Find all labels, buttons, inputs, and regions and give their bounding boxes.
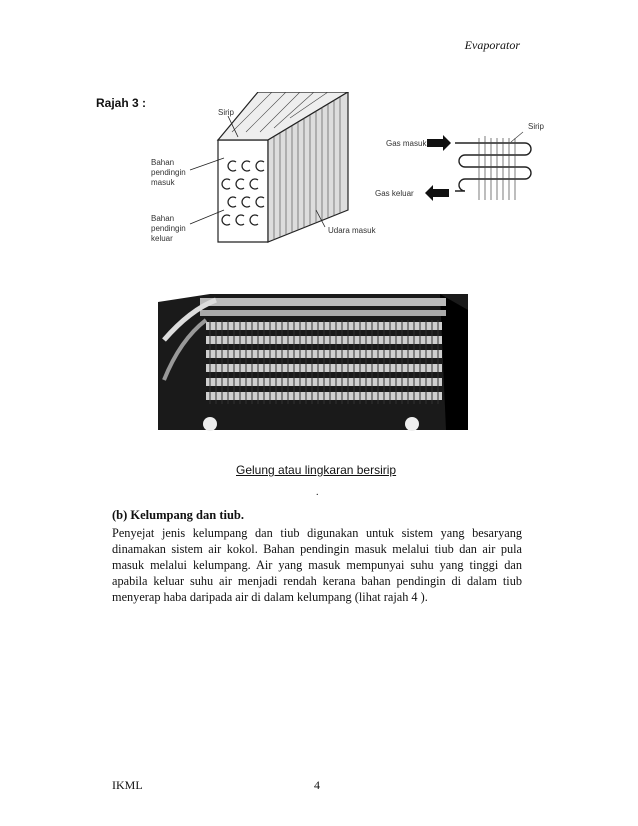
label-gas-keluar: Gas keluar	[375, 189, 414, 198]
label-sirip-left: Sirip	[218, 108, 235, 117]
running-header: Evaporator	[464, 38, 520, 52]
finned-coil-photo	[150, 280, 470, 440]
page-number: 4	[314, 778, 320, 792]
coil-diagram	[425, 130, 545, 210]
label-bahan-keluar: Bahan pendingin keluar	[151, 214, 186, 243]
figure-caption: Gelung atau lingkaran bersirip	[236, 463, 397, 477]
label-udara-masuk: Udara masuk	[328, 226, 376, 235]
stray-dot: .	[316, 487, 319, 498]
figure-label: Rajah 3 :	[96, 96, 147, 110]
section-title: (b) Kelumpang dan tiub.	[112, 508, 244, 522]
footer-label: IKML	[112, 778, 143, 792]
label-bahan-masuk: Bahan pendingin masuk	[151, 158, 186, 187]
label-sirip-right: Sirip	[528, 122, 545, 131]
body-paragraph: Penyejat jenis kelumpang dan tiub digunakan untuk sistem yang besaryang dinamakan sistem air kokol. Bahan pendingin masuk melalui tiub dan air pula masuk melalui kelumpang. Air yang masuk mempunyai suhu yang tinggi dan apabila keluar suhu air menjadi rendah kerana bahan pendingin di dalam tiub menyerap haba daripada air di dalam kelumpang (lihat rajah 4 ).	[112, 526, 522, 604]
label-gas-masuk: Gas masuk	[386, 139, 427, 148]
